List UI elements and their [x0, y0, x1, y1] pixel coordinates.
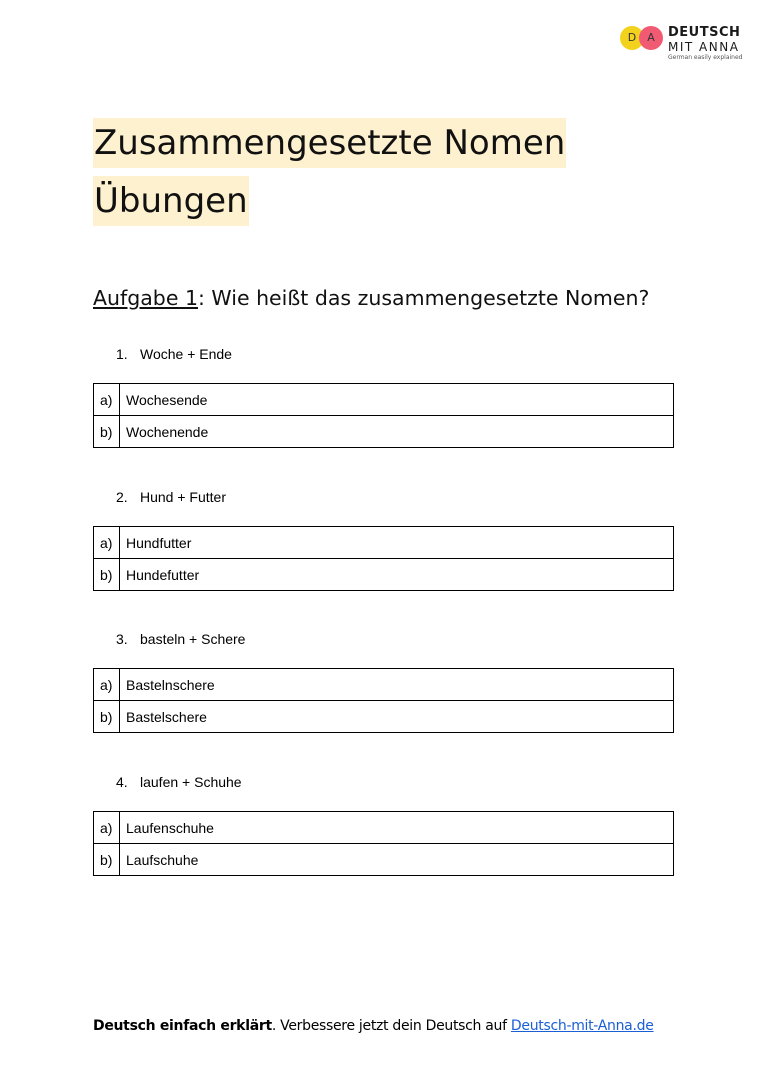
question-prompt — [116, 489, 226, 505]
footer-slogan: Deutsch einfach erklärt — [93, 1018, 272, 1034]
answer-row[interactable] — [94, 559, 674, 591]
option-letter: a) — [94, 384, 120, 416]
answer-row[interactable] — [94, 384, 674, 416]
question-prompt — [116, 346, 232, 362]
answer-table — [93, 811, 674, 876]
option-letter: a) — [94, 527, 120, 559]
option-text[interactable]: Hundefutter — [120, 559, 674, 591]
question-number: 3. — [116, 631, 128, 647]
question-number: 2. — [116, 489, 128, 505]
option-letter: b) — [94, 844, 120, 876]
footer-text: . Verbessere jetzt dein Deutsch auf — [271, 1018, 511, 1034]
option-text[interactable]: Wochenende — [120, 416, 674, 448]
question-text: laufen + Schuhe — [140, 774, 242, 790]
option-letter: a) — [94, 669, 120, 701]
page-title-line-1: Zusammengesetzte Nomen — [93, 118, 566, 168]
question-text: Hund + Futter — [140, 489, 226, 505]
answer-row[interactable] — [94, 669, 674, 701]
logo-heart-a: A — [639, 26, 663, 50]
option-text[interactable]: Laufschuhe — [120, 844, 674, 876]
task-question: : Wie heißt das zusammengesetzte Nomen? — [198, 286, 650, 310]
answer-row[interactable] — [94, 844, 674, 876]
question-text: basteln + Schere — [140, 631, 246, 647]
answer-row[interactable] — [94, 416, 674, 448]
task-heading — [93, 286, 649, 310]
answer-row[interactable] — [94, 812, 674, 844]
answer-row[interactable] — [94, 527, 674, 559]
option-text[interactable]: Hundfutter — [120, 527, 674, 559]
question-number: 1. — [116, 346, 128, 362]
option-letter: a) — [94, 812, 120, 844]
question-number: 4. — [116, 774, 128, 790]
question-prompt — [116, 774, 242, 790]
task-label: Aufgabe 1 — [93, 286, 198, 310]
answer-table — [93, 668, 674, 733]
logo-mark — [620, 26, 666, 52]
question-text: Woche + Ende — [140, 346, 232, 362]
logo-line-1: DEUTSCH — [668, 25, 741, 40]
option-letter: b) — [94, 701, 120, 733]
option-letter: b) — [94, 559, 120, 591]
page-title-line-2: Übungen — [93, 176, 249, 226]
option-text[interactable]: Bastelschere — [120, 701, 674, 733]
logo-line-2: MIT ANNA — [668, 40, 740, 54]
answer-row[interactable] — [94, 701, 674, 733]
option-text[interactable]: Bastelnschere — [120, 669, 674, 701]
option-text[interactable]: Laufenschuhe — [120, 812, 674, 844]
footer-link[interactable]: Deutsch-mit-Anna.de — [510, 1018, 654, 1034]
option-text[interactable]: Wochesende — [120, 384, 674, 416]
logo-tagline: German easily explained — [668, 54, 743, 61]
brand-logo — [620, 24, 750, 64]
logo-circle-d: D — [620, 26, 644, 50]
answer-table — [93, 383, 674, 448]
answer-table — [93, 526, 674, 591]
question-prompt — [116, 631, 245, 647]
footer — [93, 1018, 654, 1034]
option-letter: b) — [94, 416, 120, 448]
